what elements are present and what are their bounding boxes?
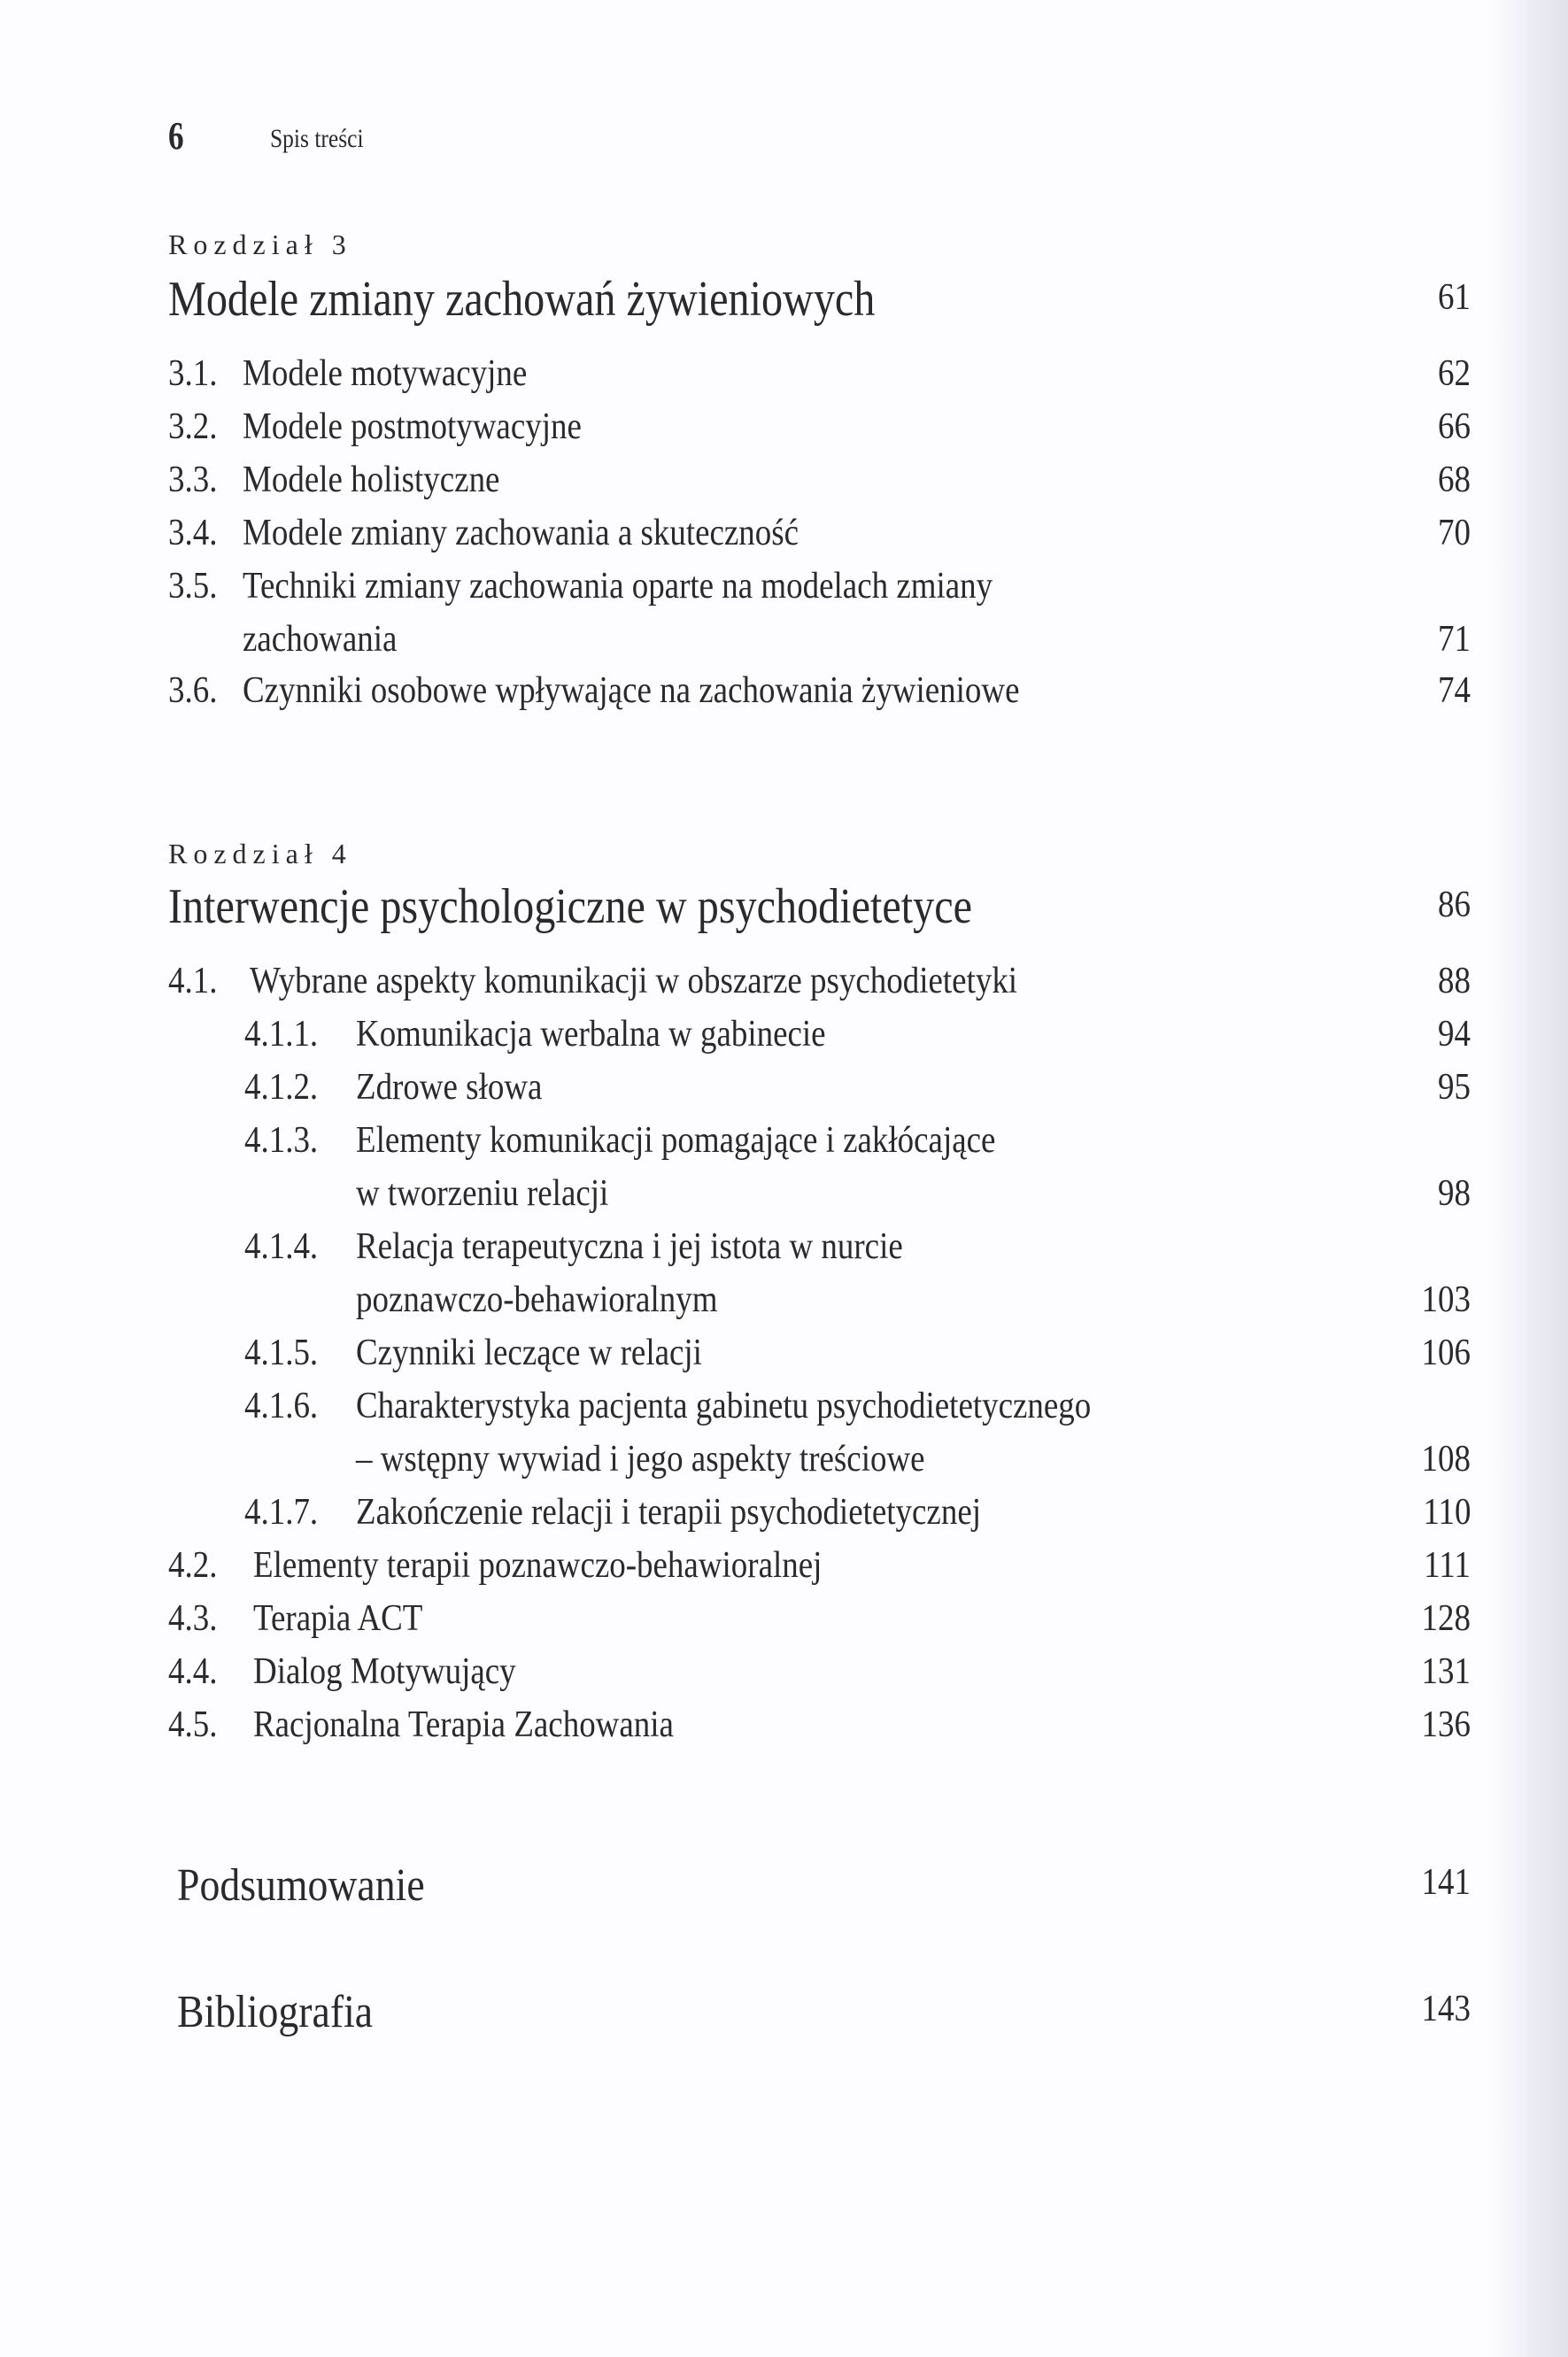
entry-number: 3.3. bbox=[168, 460, 218, 500]
toc-entry[interactable] bbox=[0, 960, 1568, 1009]
entry-number: 3.6. bbox=[168, 670, 218, 711]
toc-entry[interactable] bbox=[0, 352, 1568, 402]
toc-entry[interactable] bbox=[0, 1225, 1568, 1332]
toc-entry[interactable] bbox=[0, 459, 1568, 508]
page-ref: 62 bbox=[1438, 353, 1471, 394]
page-ref: 86 bbox=[1438, 885, 1471, 925]
toc-entry[interactable] bbox=[0, 1385, 1568, 1491]
entry-title: Modele motywacyjne bbox=[243, 353, 528, 394]
entry-number: 4.1.3. bbox=[244, 1120, 319, 1161]
entry-title: Relacja terapeutyczna i jej istota w nurcie bbox=[356, 1226, 903, 1267]
page-ref: 106 bbox=[1421, 1333, 1471, 1373]
toc-chapter-3[interactable] bbox=[0, 271, 1568, 327]
entry-title: Czynniki osobowe wpływające na zachowania żywieniowe bbox=[243, 670, 1020, 711]
toc-entry[interactable] bbox=[0, 1597, 1568, 1647]
page-ref: 71 bbox=[1438, 619, 1471, 660]
page-ref: 66 bbox=[1438, 406, 1471, 447]
page-ref: 111 bbox=[1424, 1545, 1471, 1586]
entry-title: Elementy komunikacji pomagające i zakłócające bbox=[356, 1120, 996, 1161]
toc-entry[interactable] bbox=[0, 669, 1568, 719]
entry-title: Zdrowe słowa bbox=[356, 1067, 543, 1108]
entry-number: 4.1.2. bbox=[244, 1067, 319, 1108]
toc-entry[interactable] bbox=[0, 1013, 1568, 1063]
entry-number: 4.1.1. bbox=[244, 1014, 319, 1055]
entry-number: 4.2. bbox=[168, 1545, 218, 1586]
entry-title-continuation: w tworzeniu relacji bbox=[356, 1173, 609, 1214]
page-ref: 136 bbox=[1421, 1704, 1471, 1745]
page-ref: 143 bbox=[1421, 1989, 1471, 2029]
page-ref: 110 bbox=[1422, 1492, 1471, 1533]
entry-number: 4.1.5. bbox=[244, 1333, 319, 1373]
entry-title-continuation: – wstępny wywiad i jego aspekty treściowe bbox=[356, 1439, 925, 1480]
entry-number: 4.3. bbox=[168, 1598, 218, 1639]
page-number: 6 bbox=[168, 114, 184, 158]
entry-title: Charakterystyka pacjenta gabinetu psychodietetycznego bbox=[356, 1386, 1092, 1426]
entry-title-continuation: zachowania bbox=[243, 619, 398, 660]
chapter-title: Interwencje psychologiczne w psychodietetyce bbox=[168, 879, 972, 934]
entry-number: 4.4. bbox=[168, 1651, 218, 1692]
entry-title: Terapia ACT bbox=[253, 1598, 423, 1639]
running-head-title: Spis treści bbox=[270, 124, 364, 153]
back-matter-title: Bibliografia bbox=[177, 1987, 374, 2037]
page-ref: 88 bbox=[1438, 961, 1471, 1001]
page-ref: 128 bbox=[1421, 1598, 1471, 1639]
toc-entry[interactable] bbox=[0, 1066, 1568, 1116]
running-head bbox=[168, 113, 364, 158]
toc-entry[interactable] bbox=[0, 1544, 1568, 1594]
back-matter-title: Podsumowanie bbox=[177, 1860, 425, 1911]
entry-number: 4.5. bbox=[168, 1704, 218, 1745]
toc-back-matter[interactable] bbox=[0, 1859, 1568, 1921]
entry-title: Modele holistyczne bbox=[243, 460, 500, 500]
entry-number: 4.1.6. bbox=[244, 1386, 319, 1426]
toc-chapter-4[interactable] bbox=[0, 878, 1568, 934]
toc-entry[interactable] bbox=[0, 512, 1568, 561]
entry-title: Zakończenie relacji i terapii psychodietetycznej bbox=[356, 1492, 981, 1533]
page-ref: 95 bbox=[1438, 1067, 1471, 1108]
page-ref: 108 bbox=[1421, 1439, 1471, 1480]
entry-number: 3.5. bbox=[168, 566, 218, 607]
page-ref: 103 bbox=[1421, 1279, 1471, 1320]
toc-back-matter[interactable] bbox=[0, 1986, 1568, 2048]
entry-number: 4.1.4. bbox=[244, 1226, 319, 1267]
entry-title: Czynniki leczące w relacji bbox=[356, 1333, 702, 1373]
entry-title: Modele postmotywacyjne bbox=[243, 406, 582, 447]
entry-title: Elementy terapii poznawczo-behawioralnej bbox=[253, 1545, 823, 1586]
page-ref: 70 bbox=[1438, 513, 1471, 553]
page-ref: 74 bbox=[1438, 670, 1471, 711]
entry-number: 4.1. bbox=[168, 961, 218, 1001]
entry-title: Komunikacja werbalna w gabinecie bbox=[356, 1014, 826, 1055]
toc-entry[interactable] bbox=[0, 1491, 1568, 1541]
entry-title-continuation: poznawczo-behawioralnym bbox=[356, 1279, 718, 1320]
entry-title: Techniki zmiany zachowania oparte na modelach zmiany bbox=[243, 566, 993, 607]
chapter-title: Modele zmiany zachowań żywieniowych bbox=[168, 272, 876, 327]
toc-entry[interactable] bbox=[0, 1119, 1568, 1225]
toc-entry[interactable] bbox=[0, 1332, 1568, 1381]
page-ref: 131 bbox=[1421, 1651, 1471, 1692]
entry-number: 3.4. bbox=[168, 513, 218, 553]
page-ref: 94 bbox=[1438, 1014, 1471, 1055]
entry-number: 3.1. bbox=[168, 353, 218, 394]
entry-title: Wybrane aspekty komunikacji w obszarze psychodietetyki bbox=[250, 961, 1018, 1001]
toc-entry[interactable] bbox=[0, 1704, 1568, 1753]
toc-entry[interactable] bbox=[0, 406, 1568, 455]
entry-number: 4.1.7. bbox=[244, 1492, 319, 1533]
chapter-3-label: Rozdział 3 bbox=[168, 228, 352, 260]
toc-entry[interactable] bbox=[0, 565, 1568, 671]
page-ref: 61 bbox=[1438, 277, 1471, 318]
toc-entry[interactable] bbox=[0, 1650, 1568, 1700]
page-ref: 141 bbox=[1421, 1862, 1471, 1903]
chapter-4-label: Rozdział 4 bbox=[168, 838, 352, 869]
entry-title: Racjonalna Terapia Zachowania bbox=[253, 1704, 674, 1745]
entry-number: 3.2. bbox=[168, 406, 218, 447]
page-ref: 98 bbox=[1438, 1173, 1471, 1214]
entry-title: Dialog Motywujący bbox=[253, 1651, 516, 1692]
entry-title: Modele zmiany zachowania a skuteczność bbox=[243, 513, 799, 553]
page-ref: 68 bbox=[1438, 460, 1471, 500]
